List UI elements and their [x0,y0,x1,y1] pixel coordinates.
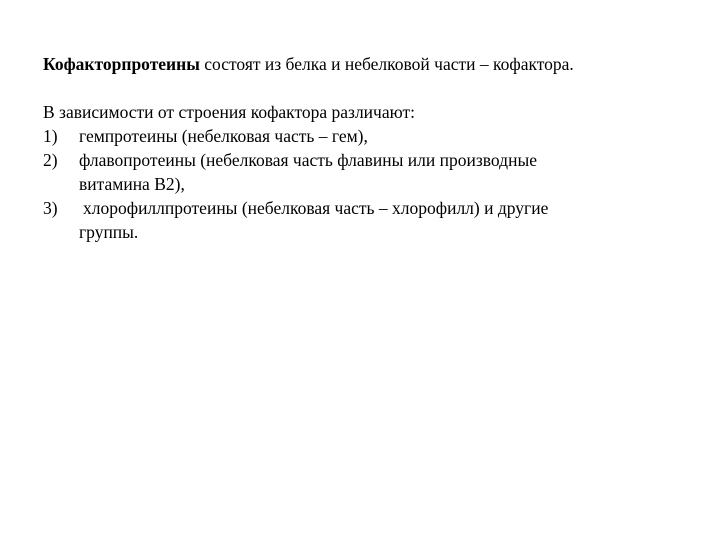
intro-definition: состоят из белка и небелковой части – кофактора. [199,54,574,74]
list-line: группы. [79,222,139,242]
paragraph-gap [43,76,683,100]
list-line: витамина В2), [79,174,185,194]
list-number: 2) [43,150,58,170]
list-text [79,148,683,196]
intro-paragraph [43,52,683,76]
list-item-2 [43,148,683,196]
intro-term: Кофакторпротеины [43,54,200,74]
list-item-1 [43,124,683,148]
list-text [79,196,683,244]
list-number: 1) [43,126,58,146]
list-line: флавопротеины (небелковая часть флавины или производные [79,150,537,170]
list-line: гемпротеины (небелковая часть – гем), [79,126,368,146]
list-line: хлорофиллпротеины (небелковая часть – хлорофилл) и другие [83,198,549,218]
list-text [79,124,683,148]
list-item-3 [43,196,683,244]
slide-text [43,52,683,244]
list-number: 3) [43,198,58,218]
list-intro: В зависимости от строения кофактора различают: [43,102,415,122]
